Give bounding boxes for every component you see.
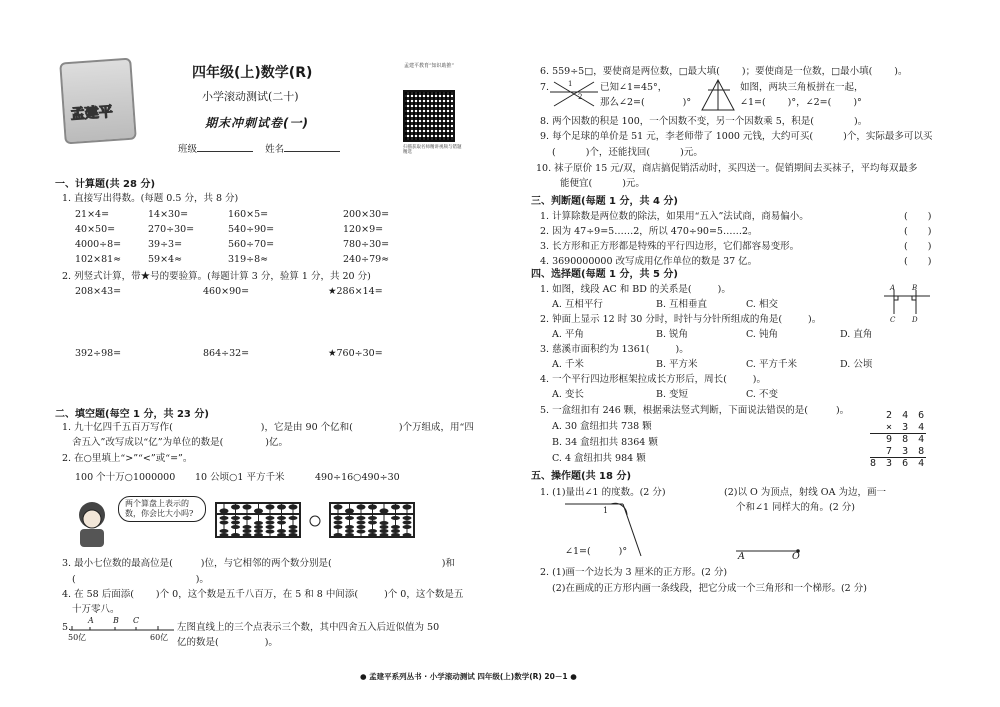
vertical-6: ★760÷30= (328, 348, 383, 359)
oral-item: 160×5= (228, 209, 269, 220)
choice-option[interactable]: A. 平角 (552, 329, 584, 340)
angle-1-label: 1 (603, 506, 609, 515)
choice-question: 4. 一个平行四边形框架拉成长方形后，周长( )。 (540, 374, 767, 385)
abacus-pair (216, 497, 416, 539)
op-q4: (2)在画成的正方形内画一条线段，把它分成一个三角形和一个梯形。(2 分) (552, 583, 867, 594)
vertical-2: 460×90= (203, 286, 250, 297)
vcalc-row-1: 2 4 6 (886, 410, 927, 421)
fill-q3-line1: 3. 最小七位数的最高位是( )位，与它相邻的两个数分别是( )和 (62, 558, 455, 569)
op-q3: 2. (1)画一个边长为 3 厘米的正方形。(2 分) (540, 567, 728, 578)
oral-item: 780÷30= (343, 239, 390, 250)
question-oral: 1. 直接写出得数。(每题 0.5 分，共 8 分) (62, 193, 239, 204)
line-label-left: 50亿 (68, 633, 87, 642)
oral-item: 200×30= (343, 209, 390, 220)
fig1-angle-1: 1 (568, 80, 573, 88)
choice-q5-opt-c: C. 4 盒纽扣共 984 颗 (552, 453, 646, 464)
oral-item: 14×30= (148, 209, 189, 220)
oral-item: 4000÷8= (75, 239, 122, 250)
choice-q5-opt-b: B. 34 盒纽扣共 8364 颗 (552, 437, 658, 448)
fill-q9-line2: ( )个，还能找回( )元。 (552, 147, 703, 158)
oral-item: 39÷3= (148, 239, 183, 250)
fig-label-B: B (912, 284, 918, 292)
judge-item: 1. 计算除数是两位数的除法，如果用“五入”法试商，商易偏小。 (540, 211, 809, 222)
fill-q10-line2: 能便宜( )元。 (560, 178, 645, 189)
op-q1-answer: ∠1=( )° (565, 546, 628, 557)
name-label: 姓名 (265, 144, 285, 155)
fill-q6: 6. 559÷5□，要使商是两位数，□最大填( )；要使商是一位数，□最小填( )。 (540, 66, 908, 77)
oral-item: 560÷70= (228, 239, 275, 250)
op-q2-line1: (2)以 O 为顶点，射线 OA 为边，画一 (724, 487, 886, 498)
judge-answer-paren[interactable]: ( ) (904, 226, 932, 237)
question-vertical: 2. 列竖式计算，带★号的要验算。(每题计算 3 分，验算 1 分，共 20 分) (62, 271, 371, 282)
paper-subtitle: 小学滚动测试(二十) (202, 90, 299, 103)
judge-answer-paren[interactable]: ( ) (904, 211, 932, 222)
line-label-right: 60亿 (150, 633, 169, 642)
choice-q5: 5. 一盒纽扣有 246 颗，根据乘法竖式判断，下面说法错误的是( )。 (540, 405, 850, 416)
choice-question: 2. 钟面上显示 12 时 30 分时，时针与分针所组成的角是( )。 (540, 314, 822, 325)
fill-q2: 2. 在○里填上“>”“<”或“=”。 (62, 453, 193, 464)
vertical-4: 392÷98= (75, 348, 122, 359)
paper-banner: 期末冲刺试卷(一) (205, 116, 309, 130)
paper-title: 四年级(上)数学(R) (192, 65, 313, 81)
judge-answer-paren[interactable]: ( ) (904, 241, 932, 252)
set-square-figure (700, 78, 736, 112)
vcalc-row-3: 9 8 4 (870, 433, 926, 446)
vcalc-row-4: 7 3 8 (886, 445, 927, 457)
abacus-right (330, 503, 414, 537)
vcalc-row-2: × 3 4 (886, 421, 927, 433)
compare-3: 490÷16○490÷30 (315, 472, 400, 483)
choice-option[interactable]: B. 平方米 (656, 359, 698, 370)
class-label: 班级 (178, 144, 198, 155)
choice-question: 1. 如图，线段 AC 和 BD 的关系是( )。 (540, 284, 731, 295)
fill-q4-line1: 4. 在 58 后面添( )个 0，这个数是五千八百万，在 5 和 8 中间添( )个 0，这个数是五 (62, 589, 464, 600)
section-operation: 五、操作题(共 18 分) (531, 471, 632, 482)
choice-option[interactable]: D. 公顷 (840, 359, 873, 370)
choice-q5-opt-a: A. 30 盒纽扣共 738 颗 (552, 421, 652, 432)
fill-q8: 8. 两个因数的积是 100，一个因数不变，另一个因数乘 5，积是( )。 (540, 116, 868, 127)
fill-q7-figure2: 如图，两块三角板拼在一起， (740, 82, 864, 93)
abacus-left (216, 503, 300, 537)
fill-q1-line1: 1. 九十亿四千五百万写作( )，它是由 90 个亿和( )个万组成，用“四 (62, 422, 474, 433)
point-A: A (88, 616, 94, 625)
vertical-5: 864÷32= (203, 348, 250, 359)
oral-item: 270÷30= (148, 224, 195, 235)
choice-option[interactable]: B. 互相垂直 (656, 299, 708, 310)
oral-item: 59×4≈ (148, 254, 183, 265)
fill-q10-line1: 10. 袜子原价 15 元/双，商店搞促销活动时，买四送一。促销期间去买袜子，平均每双最多 (536, 163, 918, 174)
oral-item: 21×4= (75, 209, 110, 220)
fill-q7-answers2: ∠1=( )°，∠2=( )° (740, 97, 862, 108)
fig1-angle-2: 2 (578, 93, 583, 101)
oral-item: 40×50= (75, 224, 116, 235)
qr-caption-top: 孟建平教育“知识助推” (404, 63, 455, 69)
vertical-3: ★286×14= (328, 286, 383, 297)
op-q1: 1. (1)量出∠1 的度数。(2 分) (540, 487, 666, 498)
oral-item: 120×9= (343, 224, 384, 235)
fill-q1-line2: 舍五入”改写成以“亿”为单位的数是( )亿。 (72, 437, 288, 448)
section-judge: 三、判断题(每题 1 分，共 4 分) (531, 196, 678, 207)
section-choice: 四、选择题(每题 1 分，共 5 分) (531, 269, 678, 280)
compare-circle (310, 516, 320, 526)
publisher-logo (59, 58, 137, 145)
fill-q3-line2: ( )。 (72, 574, 209, 585)
choice-option[interactable]: C. 不变 (746, 389, 778, 400)
vertical-multiplication (870, 410, 926, 470)
qr-caption-bottom: 扫描获取名师精讲视频与错题精选 (403, 145, 462, 156)
class-field (178, 144, 340, 157)
section-fill: 二、填空题(每空 1 分，共 23 分) (55, 409, 209, 420)
fill-q9-line1: 9. 每个足球的单价是 51 元，李老师带了 1000 元钱，大约可买( )个，实际最多可以买 (540, 131, 933, 142)
oral-item: 240÷79≈ (343, 254, 390, 265)
fill-q4-line2: 十万零八。 (72, 604, 120, 615)
oral-item: 102×81≈ (75, 254, 122, 265)
vertical-1: 208×43= (75, 286, 122, 297)
ray-label-A: A (738, 551, 745, 562)
qr-code-icon (403, 90, 455, 142)
choice-option[interactable]: C. 钝角 (746, 329, 778, 340)
fig-label-A: A (890, 284, 896, 292)
choice-option[interactable]: B. 锐角 (656, 329, 689, 340)
judge-item: 3. 长方形和正方形都是特殊的平行四边形，它们都容易变形。 (540, 241, 800, 252)
point-C: C (133, 616, 140, 625)
fill-q7-known: 已知∠1=45°， (600, 82, 668, 93)
speech-bubble: 两个算盘上表示的数，你会比大小吗? (118, 496, 206, 522)
logo-text: 孟建平 (70, 104, 114, 123)
oral-item: 540÷90= (228, 224, 275, 235)
angle-figure-1 (550, 80, 600, 110)
point-B: B (113, 616, 119, 625)
choice-option[interactable]: B. 变短 (656, 389, 689, 400)
fill-q5-line2: 亿的数是( )。 (177, 637, 278, 648)
fill-q5-line1: 左图直线上的三个点表示三个数，其中四舍五入后近似值为 50 (177, 622, 440, 633)
vcalc-row-5: 8 3 6 4 (870, 458, 927, 469)
page-footer: ● 孟建平系列丛书 · 小学滚动测试 四年级(上)数学(R) 20－1 ● (360, 672, 577, 681)
choice-option[interactable]: D. 直角 (840, 329, 873, 340)
fill-q5-label: 5. (62, 622, 72, 633)
op-q2-line2: 个和∠1 同样大的角。(2 分) (736, 502, 856, 513)
choice-option[interactable]: C. 平方千米 (746, 359, 797, 370)
ray-label-O: O (792, 551, 800, 562)
compare-1: 100 个十万○1000000 (75, 472, 176, 483)
fig-label-D: D (912, 316, 918, 324)
oral-item: 319÷8≈ (228, 254, 269, 265)
choice-question: 3. 慈溪市面积约为 1361( )。 (540, 344, 689, 355)
fill-q7-then: 那么∠2=( )° (600, 97, 692, 108)
choice-option[interactable]: A. 变长 (552, 389, 584, 400)
section-calculation: 一、计算题(共 28 分) (55, 179, 156, 190)
choice-option[interactable]: A. 千米 (552, 359, 584, 370)
judge-answer-paren[interactable]: ( ) (904, 256, 932, 267)
choice-option[interactable]: A. 互相平行 (552, 299, 603, 310)
fig-label-C: C (890, 316, 896, 324)
judge-item: 4. 3690000000 改写成用亿作单位的数是 37 亿。 (540, 256, 758, 267)
compare-2: 10 公顷○1 平方千米 (195, 472, 285, 483)
judge-item: 2. 因为 47÷9=5……2，所以 470÷90=5……2。 (540, 226, 758, 237)
choice-option[interactable]: C. 相交 (746, 299, 778, 310)
fill-q7-label: 7. (540, 82, 550, 93)
